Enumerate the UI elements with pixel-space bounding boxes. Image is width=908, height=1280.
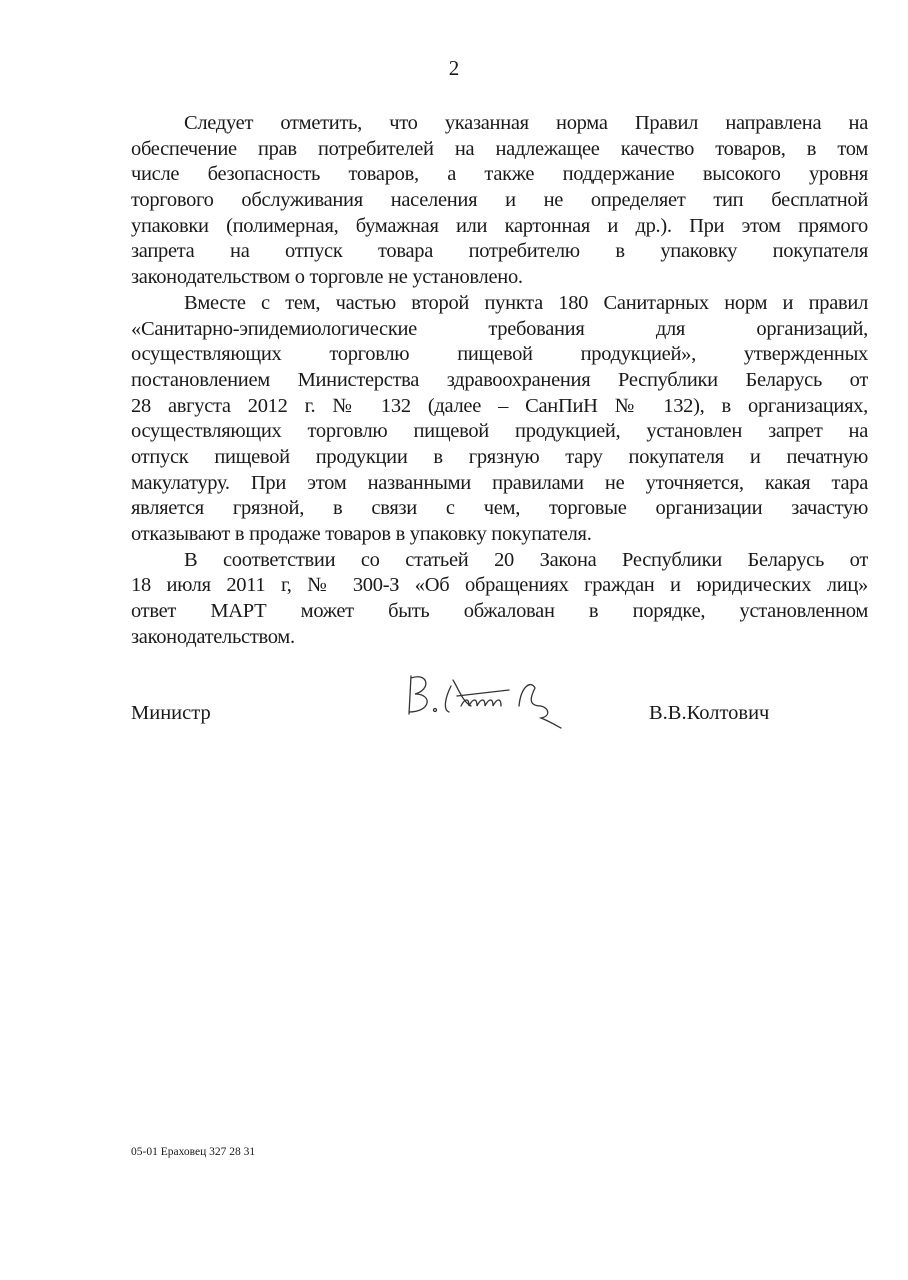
paragraph-line: законодательством о торговле не установлено. xyxy=(131,266,523,289)
paragraph-line: отпуск пищевой продукции в грязную тару покупателя и печатную xyxy=(131,445,868,468)
paragraph-line: торгового обслуживания населения и не определяет тип бесплатной xyxy=(131,189,868,212)
executor-footer: 05-01 Ераховец 327 28 31 xyxy=(131,1146,256,1158)
page-number: 2 xyxy=(448,56,460,80)
paragraph-line: «Санитарно-эпидемиологические требования для организаций, xyxy=(131,317,868,340)
paragraph-line: является грязной, в связи с чем, торговые организации зачастую xyxy=(131,497,868,520)
letter-body xyxy=(131,111,868,650)
paragraph-line: ответ МАРТ может быть обжалован в порядке, установленном xyxy=(131,600,868,623)
handwritten-signature xyxy=(401,666,571,736)
paragraph-line: Следует отметить, что указанная норма Правил направлена на xyxy=(184,112,868,134)
paragraph-line: осуществляющих торговлю пищевой продукцией, установлен запрет на xyxy=(131,420,868,443)
signatory-title: Министр xyxy=(131,702,211,724)
paragraph-line: законодательством. xyxy=(131,625,295,648)
paragraph-line: 18 июля 2011 г, № 300-З «Об обращениях граждан и юридических лиц» xyxy=(131,574,868,597)
paragraph-line: упаковки (полимерная, бумажная или картонная и др.). При этом прямого xyxy=(131,214,868,237)
paragraph-line: числе безопасность товаров, а также поддержание высокого уровня xyxy=(131,163,868,186)
paragraph-line: обеспечение прав потребителей на надлежащее качество товаров, в том xyxy=(131,137,868,160)
paragraph-line: постановлением Министерства здравоохранения Республики Беларусь от xyxy=(131,368,868,391)
paragraph-line: В соответствии со статьей 20 Закона Республики Беларусь от xyxy=(184,548,868,571)
paragraph-line: макулатуру. При этом названными правилами не уточняется, какая тара xyxy=(131,471,868,494)
signatory-name: В.В.Колтович xyxy=(649,702,770,724)
paragraph-line: 28 августа 2012 г. № 132 (далее – СанПиН № 132), в организациях, xyxy=(131,394,868,417)
paragraph-line: отказывают в продаже товаров в упаковку покупателя. xyxy=(131,523,592,545)
paragraph-line: Вместе с тем, частью второй пункта 180 Санитарных норм и правил xyxy=(184,291,868,314)
paragraph-line: осуществляющих торговлю пищевой продукцией», утвержденных xyxy=(131,343,868,366)
paragraph-line: запрета на отпуск товара потребителю в упаковку покупателя xyxy=(131,240,868,263)
